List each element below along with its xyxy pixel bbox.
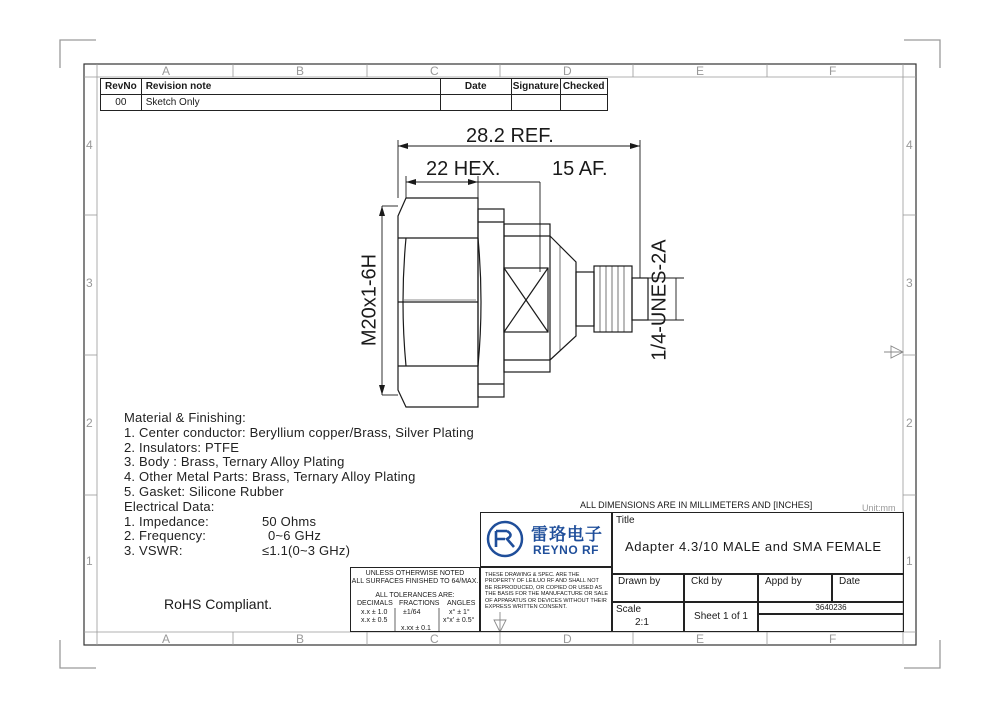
rev-header-signature: Signature bbox=[511, 79, 560, 95]
disclaimer-line: BE REPRODUCED, OR COPIED OR USED AS bbox=[485, 584, 603, 591]
rev-cell-checked bbox=[560, 95, 607, 111]
tol-cell: x.x ± 0.5 bbox=[361, 617, 388, 624]
rohs-note: RoHS Compliant. bbox=[164, 596, 273, 612]
electrical-label: 2. Frequency: bbox=[124, 528, 207, 544]
grid-col-e: E bbox=[696, 64, 705, 78]
company-name-en: REYNO RF bbox=[533, 543, 600, 557]
electrical-value: ≤1.1(0~3 GHz) bbox=[262, 543, 351, 559]
material-title: Material & Finishing: bbox=[124, 410, 246, 425]
drawn-by-cell bbox=[612, 574, 684, 602]
disclaimer-line: THE BASIS FOR THE MANUFACTURE OR SALE bbox=[485, 591, 609, 598]
disclaimer-box bbox=[480, 567, 612, 632]
ckd-by-cell bbox=[684, 574, 758, 602]
electrical-item bbox=[124, 515, 474, 530]
grid-row-3: 3 bbox=[86, 276, 93, 290]
dimension-hex: 22 HEX. bbox=[426, 158, 501, 180]
drawing-title: Adapter 4.3/10 MALE and SMA FEMALE bbox=[625, 539, 882, 554]
dimension-af: 15 AF. bbox=[552, 158, 608, 180]
grid-row-2-right: 2 bbox=[906, 416, 913, 430]
grid-col-f: F bbox=[829, 64, 837, 78]
date-label: Date bbox=[839, 576, 861, 587]
dimension-overall: 28.2 REF. bbox=[466, 125, 554, 147]
disclaimer-line: EXPRESS WRITTEN CONSENT. bbox=[485, 604, 567, 611]
title-box bbox=[612, 512, 904, 574]
electrical-item bbox=[124, 544, 474, 559]
blank-cell bbox=[758, 614, 904, 632]
company-name-cn: 雷珞电子 bbox=[531, 525, 603, 544]
dimension-thread-large: M20x1-6H bbox=[358, 253, 381, 347]
disclaimer-text bbox=[485, 572, 608, 610]
company-logo-box bbox=[480, 512, 612, 567]
grid-col-d-bottom: D bbox=[563, 632, 572, 646]
tolerance-dividers bbox=[351, 568, 479, 631]
grid-row-4-right: 4 bbox=[906, 138, 913, 152]
rev-cell-date bbox=[440, 95, 511, 111]
tol-header-decimals: DECIMALS bbox=[357, 600, 393, 607]
rev-cell-revno: 00 bbox=[101, 95, 142, 111]
grid-col-a: A bbox=[162, 64, 171, 78]
tolerance-box bbox=[350, 567, 480, 632]
grid-row-3-right: 3 bbox=[906, 276, 913, 290]
grid-col-a-bottom: A bbox=[162, 632, 171, 646]
tolerance-line3: ALL TOLERANCES ARE: bbox=[375, 592, 455, 599]
material-notes bbox=[124, 411, 474, 559]
disclaimer-line: PROPERTY OF LEILUO RF AND SHALL NOT bbox=[485, 578, 599, 585]
scale-cell bbox=[612, 602, 684, 632]
revision-table bbox=[100, 78, 608, 111]
electrical-value: 0~6 GHz bbox=[268, 528, 322, 544]
units-note: ALL DIMENSIONS ARE IN MILLIMETERS AND [INCHES] bbox=[580, 500, 813, 510]
title-label: Title bbox=[616, 515, 635, 526]
rev-cell-note: Sketch Only bbox=[141, 95, 440, 111]
dimension-thread-small: 1/4-UNES-2A bbox=[648, 239, 671, 361]
tol-cell: x.xx ± 0.1 bbox=[401, 625, 431, 632]
company-logo-icon bbox=[485, 519, 525, 559]
ckd-by-label: Ckd by bbox=[691, 576, 723, 587]
grid-col-c: C bbox=[430, 64, 439, 78]
material-item: 3. Body : Brass, Ternary Alloy Plating bbox=[124, 454, 345, 470]
drawing-number-cell bbox=[758, 602, 904, 614]
tol-cell: x°x' ± 0.5° bbox=[443, 617, 475, 624]
disclaimer-line: OF APPARATUS OR DEVICES WITHOUT THEIR bbox=[485, 597, 607, 604]
connector-drawing bbox=[398, 198, 648, 407]
grid-col-c-bottom: C bbox=[430, 632, 439, 646]
grid-row-1: 1 bbox=[86, 554, 93, 568]
electrical-label: 1. Impedance: bbox=[124, 513, 209, 529]
grid-col-b-bottom: B bbox=[296, 632, 305, 646]
sheet-cell bbox=[684, 602, 758, 632]
grid-row-4: 4 bbox=[86, 138, 93, 152]
material-item: 2. Insulators: PTFE bbox=[124, 439, 240, 455]
sheet-value: Sheet 1 of 1 bbox=[694, 611, 748, 622]
drawing-number: 3640236 bbox=[815, 603, 847, 612]
unit-label: Unit:mm bbox=[862, 503, 896, 513]
rev-header-note: Revision note bbox=[141, 79, 440, 95]
grid-row-2: 2 bbox=[86, 416, 93, 430]
rev-header-date: Date bbox=[440, 79, 511, 95]
table-row bbox=[101, 95, 608, 111]
grid-col-d: D bbox=[563, 64, 572, 78]
date-cell bbox=[832, 574, 904, 602]
material-item: 5. Gasket: Silicone Rubber bbox=[124, 483, 284, 499]
disclaimer-line: THESE DRAWING & SPEC. ARE THE bbox=[485, 572, 580, 578]
grid-col-f-bottom: F bbox=[829, 632, 837, 646]
material-item: 1. Center conductor: Beryllium copper/Brass, Silver Plating bbox=[124, 424, 474, 440]
tol-cell: ±1/64 bbox=[403, 609, 421, 616]
tolerance-line1: UNLESS OTHERWISE NOTED bbox=[365, 570, 465, 577]
appd-by-cell bbox=[758, 574, 832, 602]
electrical-title: Electrical Data: bbox=[124, 498, 215, 514]
tol-cell: x° ± 1° bbox=[449, 609, 470, 616]
appd-by-label: Appd by bbox=[765, 576, 802, 587]
electrical-label: 3. VSWR: bbox=[124, 543, 183, 559]
tol-header-fractions: FRACTIONS bbox=[399, 600, 440, 607]
scale-label: Scale bbox=[616, 604, 642, 615]
tol-cell: x.x ± 1.0 bbox=[361, 609, 388, 616]
electrical-value: 50 Ohms bbox=[262, 513, 317, 529]
grid-col-b: B bbox=[296, 64, 305, 78]
tol-header-angles: ANGLES bbox=[447, 600, 476, 607]
revision-table-header bbox=[101, 79, 608, 95]
grid-col-e-bottom: E bbox=[696, 632, 705, 646]
material-item: 4. Other Metal Parts: Brass, Ternary Alloy Plating bbox=[124, 469, 416, 485]
scale-value: 2:1 bbox=[635, 617, 649, 628]
tolerance-line2: ALL SURFACES FINISHED TO 64/MAX. bbox=[351, 578, 479, 585]
rev-header-checked: Checked bbox=[560, 79, 607, 95]
drawn-by-label: Drawn by bbox=[618, 576, 661, 587]
rev-header-revno: RevNo bbox=[101, 79, 142, 95]
grid-row-1-right: 1 bbox=[906, 554, 913, 568]
rev-cell-signature bbox=[511, 95, 560, 111]
electrical-item bbox=[124, 529, 474, 544]
